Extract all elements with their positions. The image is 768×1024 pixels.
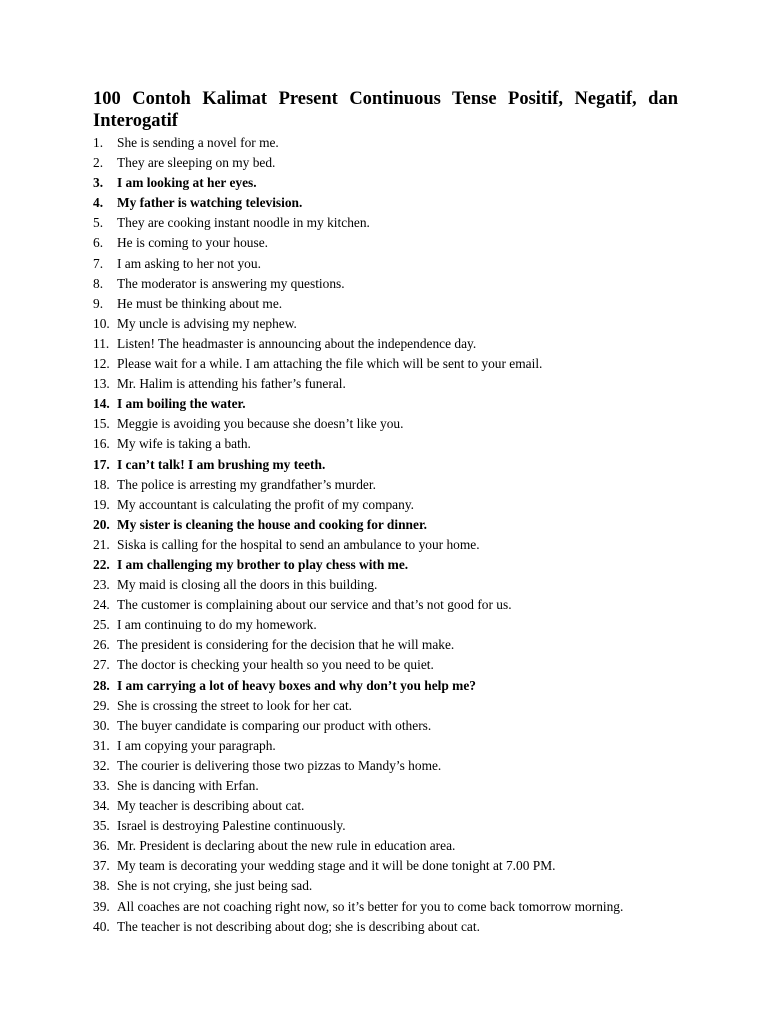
- item-sentence: Mr. Halim is attending his father’s funeral.: [117, 376, 346, 392]
- item-sentence: I am boiling the water.: [117, 396, 246, 412]
- item-sentence: They are cooking instant noodle in my kitchen.: [117, 215, 370, 231]
- item-sentence: I am continuing to do my homework.: [117, 617, 317, 633]
- item-sentence: I am carrying a lot of heavy boxes and why don’t you help me?: [117, 677, 476, 693]
- item-sentence: She is not crying, she just being sad.: [117, 878, 313, 894]
- item-number: 28.: [93, 677, 110, 693]
- item-sentence: He must be thinking about me.: [117, 295, 283, 311]
- item-number: 11.: [93, 335, 110, 351]
- item-sentence: She is dancing with Erfan.: [117, 778, 259, 793]
- item-number: 36.: [93, 838, 110, 854]
- item-number: 17.: [93, 456, 110, 472]
- item-number: 16.: [93, 436, 110, 452]
- item-sentence: All coaches are not coaching right now, so it’s better for you to come back tomorrow morning.: [117, 898, 624, 914]
- item-sentence: The president is considering for the decision that he will make.: [117, 637, 455, 653]
- item-number: 8.: [93, 275, 104, 291]
- item-number: 7.: [93, 255, 104, 271]
- item-sentence: Meggie is avoiding you because she doesn’t like you.: [117, 416, 404, 432]
- item-number: 25.: [93, 617, 110, 633]
- item-sentence: They are sleeping on my bed.: [117, 155, 276, 171]
- page-title: 100 Contoh Kalimat Present Continuous Tense Positif, Negatif, dan Interogatif: [93, 89, 678, 131]
- item-sentence: Siska is calling for the hospital to send an ambulance to your home.: [117, 536, 480, 552]
- item-number: 23.: [93, 577, 110, 593]
- item-sentence: She is sending a novel for me.: [117, 135, 279, 150]
- item-sentence: My uncle is advising my nephew.: [117, 315, 297, 331]
- item-sentence: The teacher is not describing about dog; she is describing about cat.: [117, 918, 480, 934]
- item-sentence: My team is decorating your wedding stage and it will be done tonight at 7.00 PM.: [117, 858, 556, 874]
- item-sentence: The courier is delivering those two pizzas to Mandy’s home.: [117, 757, 442, 773]
- item-sentence: Listen! The headmaster is announcing about the independence day.: [117, 335, 477, 351]
- item-number: 32.: [93, 757, 110, 773]
- item-number: 35.: [93, 818, 110, 834]
- item-number: 19.: [93, 496, 110, 512]
- item-number: 9.: [93, 295, 104, 311]
- item-number: 37.: [93, 858, 110, 874]
- item-sentence: The customer is complaining about our service and that’s not good for us.: [117, 597, 512, 613]
- item-number: 18.: [93, 476, 110, 492]
- item-number: 4.: [93, 195, 104, 211]
- item-number: 33.: [93, 778, 110, 793]
- item-sentence: He is coming to your house.: [117, 235, 268, 251]
- item-number: 12.: [93, 356, 110, 372]
- item-sentence: My accountant is calculating the profit of my company.: [117, 496, 414, 512]
- item-sentence: Israel is destroying Palestine continuously.: [117, 818, 346, 834]
- item-sentence: The police is arresting my grandfather’s murder.: [117, 476, 376, 492]
- item-sentence: I am asking to her not you.: [117, 255, 261, 271]
- item-sentence: I can’t talk! I am brushing my teeth.: [117, 456, 326, 472]
- item-number: 29.: [93, 697, 110, 713]
- item-number: 21.: [93, 536, 110, 552]
- item-number: 3.: [93, 175, 104, 191]
- item-number: 24.: [93, 597, 110, 613]
- item-number: 13.: [93, 376, 110, 392]
- item-number: 1.: [93, 135, 104, 150]
- item-number: 10.: [93, 315, 110, 331]
- item-sentence: The buyer candidate is comparing our product with others.: [117, 717, 432, 733]
- item-number: 15.: [93, 416, 110, 432]
- item-number: 34.: [93, 798, 110, 814]
- item-number: 40.: [93, 918, 110, 934]
- item-number: 20.: [93, 516, 110, 532]
- item-number: 26.: [93, 637, 110, 653]
- item-sentence: The moderator is answering my questions.: [117, 275, 345, 291]
- item-number: 30.: [93, 717, 110, 733]
- item-sentence: My wife is taking a bath.: [117, 436, 251, 452]
- item-number: 22.: [93, 556, 110, 572]
- item-sentence: I am copying your paragraph.: [117, 737, 276, 753]
- item-sentence: I am challenging my brother to play chess with me.: [117, 556, 409, 572]
- item-number: 6.: [93, 235, 104, 251]
- item-number: 31.: [93, 737, 110, 753]
- item-number: 38.: [93, 878, 110, 894]
- item-sentence: My sister is cleaning the house and cooking for dinner.: [117, 516, 428, 532]
- item-sentence: My teacher is describing about cat.: [117, 798, 305, 814]
- item-number: 14.: [93, 396, 110, 412]
- item-sentence: Please wait for a while. I am attaching the file which will be sent to your email.: [117, 356, 543, 372]
- item-number: 2.: [93, 155, 104, 171]
- item-sentence: Mr. President is declaring about the new rule in education area.: [117, 838, 456, 854]
- item-sentence: My maid is closing all the doors in this building.: [117, 577, 378, 593]
- item-number: 27.: [93, 657, 110, 673]
- item-sentence: She is crossing the street to look for her cat.: [117, 697, 353, 713]
- item-number: 5.: [93, 215, 104, 231]
- item-sentence: I am looking at her eyes.: [117, 175, 257, 191]
- item-sentence: My father is watching television.: [117, 195, 303, 211]
- item-number: 39.: [93, 898, 110, 914]
- item-sentence: The doctor is checking your health so you need to be quiet.: [117, 657, 434, 673]
